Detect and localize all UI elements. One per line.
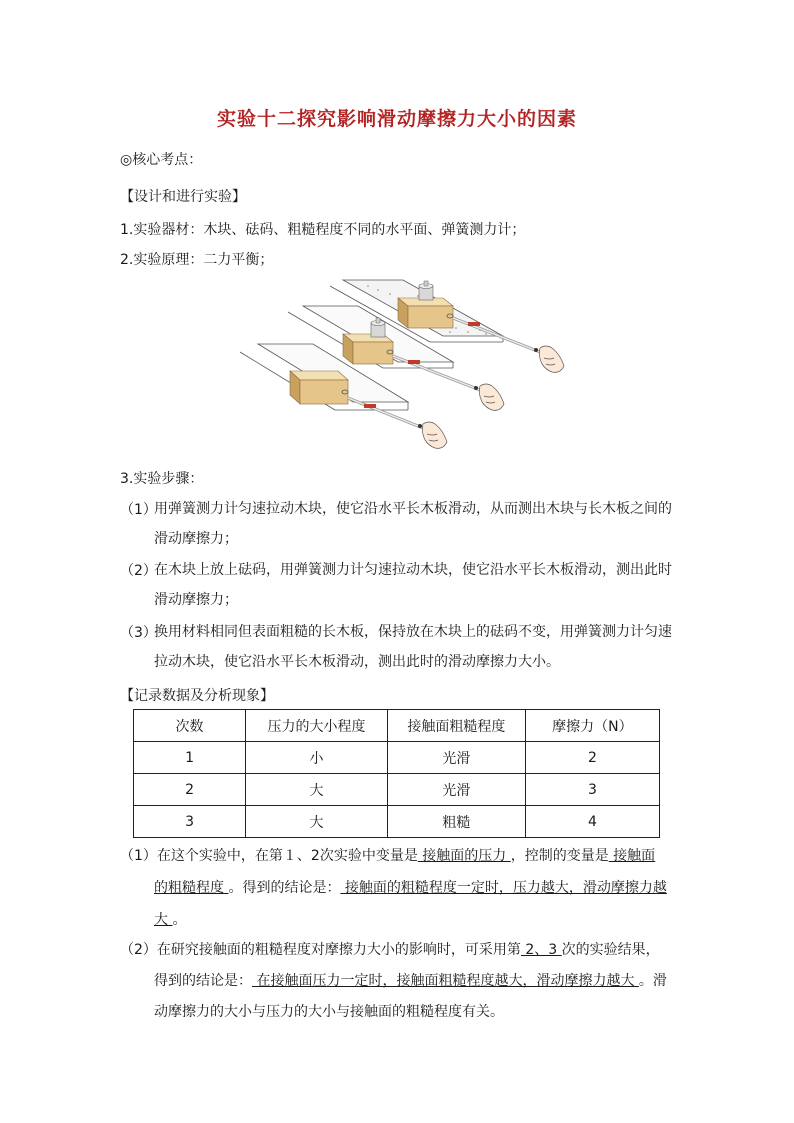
table-header-cell: 摩擦力（N） — [525, 710, 659, 742]
procedure-heading: 3.实验步骤： — [120, 471, 204, 487]
table-cell: 4 — [525, 806, 659, 838]
answer-blank: 接触面的压力 — [417, 848, 511, 864]
answer-blank: 的粗糙程度 — [154, 880, 229, 896]
table-cell: 2 — [525, 742, 659, 774]
step-1: （1） 用弹簧测力计匀速拉动木块，使它沿水平长木板滑动，从而测出木块与长木板之间的滑动摩擦力； — [120, 501, 672, 547]
answer-blank: 接触面的粗糙程度一定时，压力越大，滑动摩擦力越 — [340, 880, 667, 896]
table-cell: 2 — [134, 774, 246, 806]
table-header-cell: 接触面粗糙程度 — [387, 710, 525, 742]
question-2-line-3: 动摩擦力的大小与压力的大小与接触面的粗糙程度有关。 — [154, 1004, 504, 1020]
answer-blank: 在接触面压力一定时，接触面粗糙程度越大，滑动摩擦力越大 — [252, 973, 639, 989]
question-1-line-2: 的粗糙程度 。得到的结论是： 接触面的粗糙程度一定时，压力越大，滑动摩擦力越 — [154, 880, 667, 896]
experiment-figure — [218, 276, 578, 452]
table-cell: 3 — [525, 774, 659, 806]
hand-bottom — [422, 422, 447, 448]
page-title: 实验十二探究影响滑动摩擦力大小的因素 — [216, 108, 577, 130]
table-header-cell: 压力的大小程度 — [246, 710, 388, 742]
answer-blank: 接触面 — [608, 848, 656, 864]
question-2-line-2: 得到的结论是： 在接触面压力一定时，接触面粗糙程度越大，滑动摩擦力越大 。滑 — [154, 973, 667, 989]
step-3: （3） 换用材料相同但表面粗糙的长木板，保持放在木块上的砝码不变，用弹簧测力计匀速拉动木块，使它沿水平长木板滑动，测出此时的滑动摩擦力大小。 — [120, 624, 672, 670]
table-header-row — [134, 710, 660, 742]
equipment-item: 1.实验器材：木块、砝码、粗糙程度不同的水平面、弹簧测力计； — [120, 222, 526, 238]
hand-middle — [479, 384, 504, 410]
table-row — [134, 806, 660, 838]
section-design-heading: 【设计和进行实验】 — [120, 189, 246, 205]
question-2-line-1: （2）在研究接触面的粗糙程度对摩擦力大小的影响时，可采用第 2、3 次的实验结果， — [120, 942, 660, 958]
table-row — [134, 742, 660, 774]
table-cell: 3 — [134, 806, 246, 838]
answer-blank: 2、3 — [520, 942, 562, 958]
data-table — [133, 709, 660, 838]
section-record-heading: 【记录数据及分析现象】 — [120, 688, 274, 704]
core-points-heading: ◎核心考点： — [120, 152, 203, 168]
table-cell: 小 — [246, 742, 388, 774]
question-1-line-1: （1）在这个实验中，在第１、2次实验中变量是 接触面的压力 ，控制的变量是 接触面 — [120, 848, 656, 864]
hand-top — [539, 346, 564, 372]
principle-item: 2.实验原理：二力平衡； — [120, 252, 274, 268]
spring-scale-bottom — [348, 398, 423, 428]
table-cell: 光滑 — [387, 774, 525, 806]
table-cell: 光滑 — [387, 742, 525, 774]
table-cell: 1 — [134, 742, 246, 774]
step-2: （2） 在木块上放上砝码，用弹簧测力计匀速拉动木块，使它沿水平长木板滑动，测出此时滑动摩擦力； — [120, 562, 672, 608]
wood-block — [290, 371, 348, 404]
table-cell: 大 — [246, 806, 388, 838]
answer-blank: 大 — [154, 912, 173, 928]
table-header-cell: 次数 — [134, 710, 246, 742]
table-cell: 粗糙 — [387, 806, 525, 838]
table-row — [134, 774, 660, 806]
question-1-line-3: 大 。 — [154, 912, 187, 928]
table-cell: 大 — [246, 774, 388, 806]
